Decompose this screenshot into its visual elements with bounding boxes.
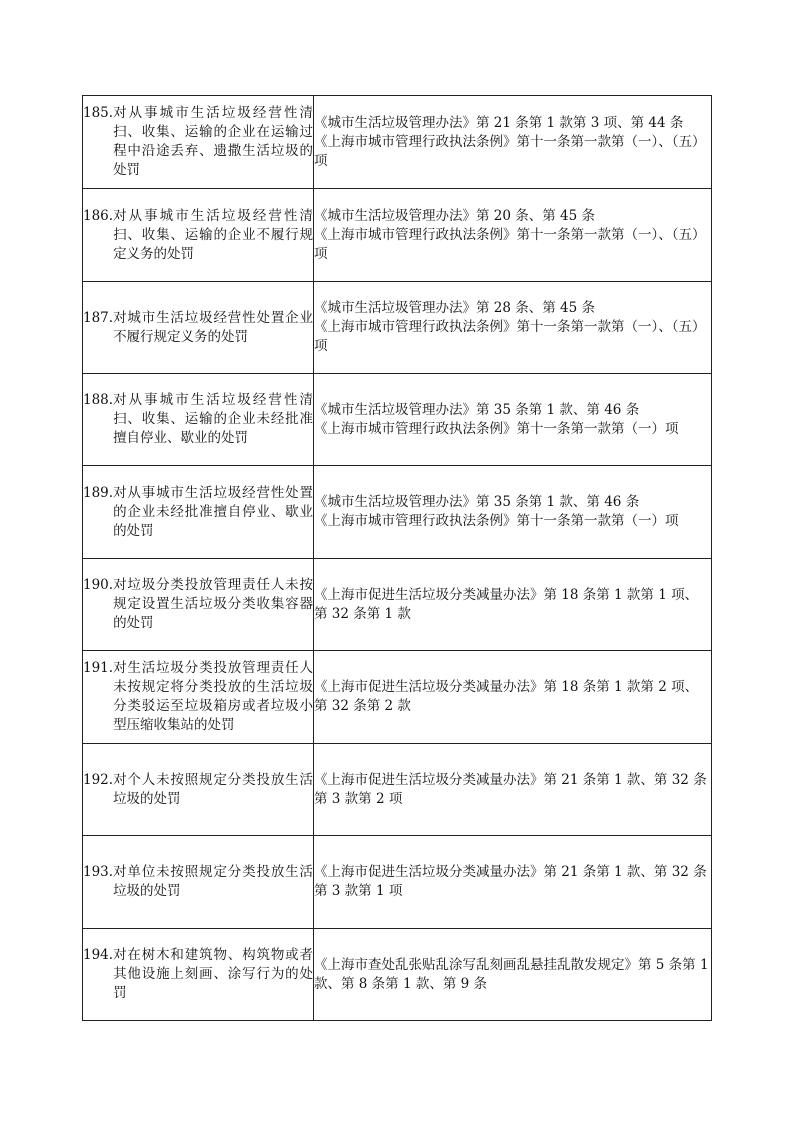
- table-row: [83, 96, 712, 189]
- item-description: 对生活垃圾分类投放管理责任人未按规定将分类投放的生活垃圾分类驳运至垃圾箱房或者垃圾小型压缩收集站的处罚: [113, 660, 313, 733]
- penalty-item-cell: [83, 929, 314, 1021]
- penalty-item-cell: [83, 559, 314, 651]
- legal-basis-line: 《上海市城市管理行政执法条例》第十一条第一款第（一）、（五）项: [314, 133, 706, 169]
- item-number: 194.: [83, 947, 114, 963]
- item-description: 对在树木和建筑物、构筑物或者其他设施上刻画、涂写行为的处罚: [113, 947, 313, 1001]
- legal-basis-line: 《上海市城市管理行政执法条例》第十一条第一款第（一）、（五）项: [314, 226, 706, 262]
- item-number: 189.: [83, 484, 114, 501]
- table-row: [83, 929, 712, 1021]
- legal-basis-cell: [314, 929, 712, 1021]
- table-row: [83, 282, 712, 374]
- penalty-item-cell: [83, 96, 314, 189]
- legal-basis-line: 《上海市查处乱张贴乱涂写乱刻画乱悬挂乱散发规定》第 5 条第 1 款、第 8 条第 1 款、第 9 条: [314, 956, 709, 992]
- item-number: 188.: [83, 392, 114, 408]
- legal-basis-line: 《上海市城市管理行政执法条例》第十一条第一款第（一）项: [314, 420, 679, 437]
- penalty-item-cell: [83, 651, 314, 744]
- item-description: 对从事城市生活垃圾经营性处置的企业未经批准擅自停业、歇业的处罚: [113, 484, 313, 539]
- item-number: 185.: [83, 105, 114, 121]
- table-row: [83, 466, 712, 559]
- item-number: 193.: [83, 864, 114, 880]
- item-description: 对垃圾分类投放管理责任人未按规定设置生活垃圾分类收集容器的处罚: [113, 577, 313, 631]
- table-row: [83, 559, 712, 651]
- item-number: 190.: [83, 577, 114, 593]
- legal-basis-cell: [314, 836, 712, 929]
- item-number: 186.: [83, 207, 114, 224]
- legal-basis-cell: [314, 466, 712, 559]
- legal-basis-cell: [314, 374, 712, 466]
- legal-basis-cell: [314, 189, 712, 282]
- table-row: [83, 189, 712, 282]
- legal-basis-line: 《上海市促进生活垃圾分类减量办法》第 21 条第 1 款、第 32 条第 3 款第 1 项: [314, 864, 707, 899]
- legal-basis-cell: [314, 96, 712, 189]
- legal-basis-line: 《城市生活垃圾管理办法》第 35 条第 1 款、第 46 条: [314, 401, 640, 418]
- item-description: 对从事城市生活垃圾经营性清扫、收集、运输的企业在运输过程中沿途丢弃、遗撒生活垃圾的处罚: [113, 105, 313, 178]
- item-description: 对单位未按照规定分类投放生活垃圾的处罚: [113, 864, 313, 899]
- item-description: 对从事城市生活垃圾经营性清扫、收集、运输的企业未经批准擅自停业、歇业的处罚: [113, 392, 313, 446]
- legal-basis-line: 《城市生活垃圾管理办法》第 35 条第 1 款、第 46 条: [314, 494, 640, 510]
- penalty-item-cell: [83, 374, 314, 466]
- legal-basis-cell: [314, 651, 712, 744]
- item-number: 187.: [83, 309, 114, 326]
- table-row: [83, 374, 712, 466]
- item-description: 对个人未按照规定分类投放生活垃圾的处罚: [113, 771, 313, 807]
- penalty-basis-table: [82, 95, 712, 1021]
- legal-basis-line: 《上海市促进生活垃圾分类减量办法》第 21 条第 1 款、第 32 条第 3 款第 2 项: [314, 771, 707, 807]
- penalty-item-cell: [83, 836, 314, 929]
- table-row: [83, 744, 712, 836]
- penalty-item-cell: [83, 744, 314, 836]
- legal-basis-cell: [314, 282, 712, 374]
- legal-basis-line: 《城市生活垃圾管理办法》第 21 条第 1 款第 3 项、第 44 条: [314, 114, 684, 131]
- item-number: 191.: [83, 660, 114, 676]
- table-row: [83, 651, 712, 744]
- item-description: 对城市生活垃圾经营性处置企业不履行规定义务的处罚: [113, 309, 313, 345]
- legal-basis-cell: [314, 744, 712, 836]
- item-number: 192.: [83, 771, 114, 788]
- legal-basis-cell: [314, 559, 712, 651]
- legal-basis-line: 《城市生活垃圾管理办法》第 28 条、第 45 条: [314, 300, 596, 316]
- table-row: [83, 836, 712, 929]
- penalty-item-cell: [83, 282, 314, 374]
- penalty-item-cell: [83, 189, 314, 282]
- legal-basis-line: 《上海市促进生活垃圾分类减量办法》第 18 条第 1 款第 1 项、第 32 条第 1 款: [314, 586, 699, 622]
- legal-basis-line: 《城市生活垃圾管理办法》第 20 条、第 45 条: [314, 207, 596, 224]
- legal-basis-line: 《上海市城市管理行政执法条例》第十一条第一款第（一）、（五）项: [314, 319, 706, 354]
- legal-basis-line: 《上海市促进生活垃圾分类减量办法》第 18 条第 1 款第 2 项、第 32 条第 2 款: [314, 679, 699, 714]
- legal-basis-line: 《上海市城市管理行政执法条例》第十一条第一款第（一）项: [314, 513, 679, 529]
- penalty-item-cell: [83, 466, 314, 559]
- item-description: 对从事城市生活垃圾经营性清扫、收集、运输的企业不履行规定义务的处罚: [113, 207, 313, 262]
